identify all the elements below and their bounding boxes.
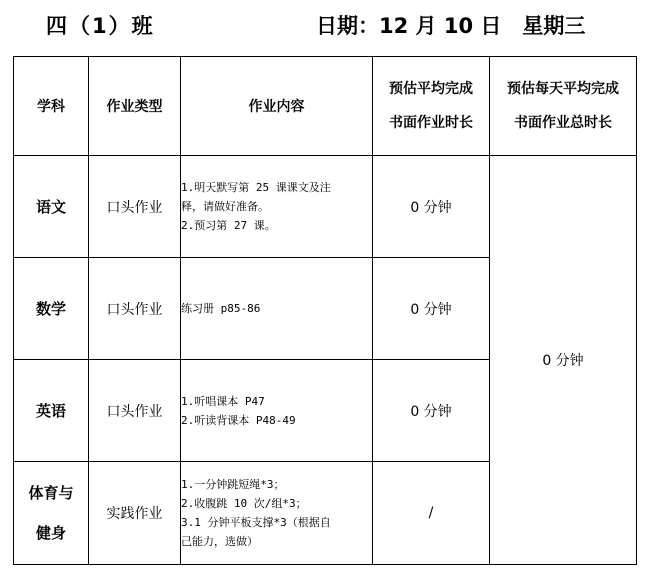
content-line: 2.预习第 27 课。: [181, 219, 276, 232]
content-line: 3.1 分钟平板支撑*3（根据自: [181, 516, 331, 529]
content-cell: [181, 360, 373, 462]
content-line: 己能力，选做）: [181, 535, 258, 548]
header-content: 作业内容: [181, 57, 373, 156]
content-line: 2.听读背课本 P48-49: [181, 413, 296, 427]
type-cell: 实践作业: [89, 462, 181, 565]
content-line: 练习册 p85-86: [181, 302, 261, 315]
subject-cell: 数学: [14, 258, 89, 360]
subject-cell: 语文: [14, 156, 89, 258]
content-cell: [181, 156, 373, 258]
header-avg-time-line1: 预估平均完成: [389, 81, 473, 97]
subject-cell: [14, 462, 89, 565]
content-line: 1.一分钟跳短绳*3；: [181, 478, 285, 491]
content-cell: [181, 462, 373, 565]
time-cell: /: [373, 462, 490, 565]
subject-line1: 体育与: [28, 484, 74, 502]
total-time-cell: 0 分钟: [490, 156, 637, 565]
header-daily-time-line1: 预估每天平均完成: [507, 81, 619, 97]
content-cell: [181, 258, 373, 360]
time-cell: 0 分钟: [373, 258, 490, 360]
header-avg-time: [373, 57, 490, 156]
homework-table: [13, 56, 637, 565]
time-cell: 0 分钟: [373, 156, 490, 258]
content-line: 1.明天默写第 25 课课文及注: [181, 181, 331, 194]
content-line: 2.收腹跳 10 次/组*3；: [181, 497, 307, 510]
header-avg-time-line2: 书面作业时长: [389, 115, 473, 131]
header-subject: 学科: [14, 57, 89, 156]
content-line: 释，请做好准备。: [181, 200, 269, 213]
table-row: [14, 156, 637, 258]
subject-line2: 健身: [35, 524, 66, 542]
type-cell: 口头作业: [89, 258, 181, 360]
header-daily-time: [490, 57, 637, 156]
content-line: 1.听唱课本 P47: [181, 394, 265, 408]
subject-cell: 英语: [14, 360, 89, 462]
date-title: 日期：12 月 10 日 星期三: [316, 14, 586, 38]
header-daily-time-line2: 书面作业总时长: [514, 115, 612, 131]
type-cell: 口头作业: [89, 156, 181, 258]
time-cell: 0 分钟: [373, 360, 490, 462]
header-type: 作业类型: [89, 57, 181, 156]
class-title: 四（1）班: [46, 14, 155, 38]
type-cell: 口头作业: [89, 360, 181, 462]
table-header-row: [14, 57, 637, 156]
